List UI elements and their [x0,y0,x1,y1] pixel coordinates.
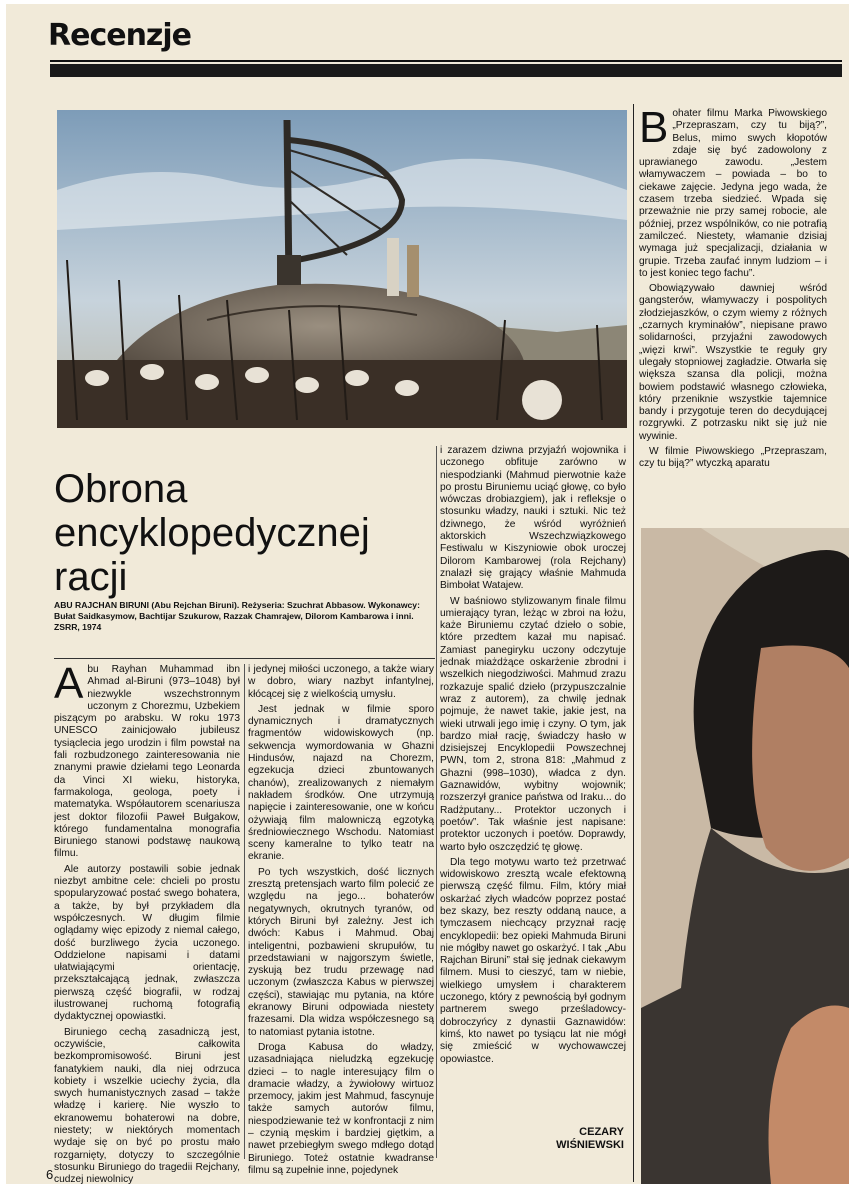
sidebar-paragraph [639,108,827,280]
article-paragraph: i jedynej miłości uczonego, a także wiary w dobro, wiary nazbyt infantylnej, kłócącej się z wielkością umysłu. [248,664,434,700]
column-rule-1 [244,664,245,1159]
film-credits: ABU RAJCHAN BIRUNI (Abu Rejchan Biruni). Reżyseria: Szuchrat Abbasow. Wykonawcy: Bułat Saidkasymow, Bachtijar Szukurow, Razzak Chamrajew, Dilorom Kambarowa i inni. ZSRR, 1974 [54,600,420,632]
sidebar-column [639,108,827,520]
article-column-3 [440,445,626,1085]
drop-cap: A [54,664,84,708]
article-title: Obrona encyklopedycznej racji [54,467,370,599]
article-column-2 [248,664,434,1184]
header-rule [50,60,842,62]
article-column-1 [54,664,240,1184]
portrait-photo [641,528,849,1184]
article-paragraph: Ale autorzy postawili sobie jednak niezbyt ambitne cele: chcieli po prostu spopularyzować postać swego bohatera, a także, by był przykładem dla współczesnych. W długim filmie oglądamy więc epizody z niemal całego, dość burzliwego życia uczonego. Oddzielone napisami i datami ułatwiającymi orientację, przekształcającą jednak, zwłaszcza pierwszą część biografii, w rodzaj ilustrowanej ruchomą fotografią dydaktycznej opowiastki. [54,863,240,1023]
column-rule-2 [436,446,437,1158]
article-paragraph [54,664,240,861]
drop-cap: B [639,108,669,152]
sidebar-paragraph: W filmie Piwowskiego „Przepraszam, czy tu biją?” wtyczką aparatu [639,446,827,470]
article-paragraph: Po tych wszystkich, dość licznych zresztą pretensjach warto film polecić ze względu na jego... bohaterów negatywnych, okrutnych tyranów, od których Biruni był zależny. Jest ich dwóch: Kabus i Mahmud. Obaj inteligentni, pozbawieni skrupułów, tu przedstawiani w najgorszym świetle, zyskują bez trudu przewagę nad uczonym (zwłaszcza Kabus w pierwszej części), stawiając mu pytania, na które ekranowy Biruni odpowiada niestety frazesami. Dla widza współczesnego są to natomiast pytania istotne. [248,866,434,1038]
article-paragraph: Biruniego cechą zasadniczą jest, oczywiście, całkowita bezkompromisowość. Biruni jest fanatykiem nauki, dla niej odrzuca kobiety i wszelkie uciechy życia, dla swych humanistycznych zasad – także władzę i karierę. Nie wyszło to ekranowemu bohaterowi na dobre, niestety; w niektórych momentach wydaje się on być po prostu mało rozgarnięty, dotyczy to szczególnie stosunku Biruniego do tragedii Rejchany, cudzej niewolnicy [54,1026,240,1184]
header-bar [50,64,842,77]
film-still-photo [57,110,627,428]
credits-rule [54,658,435,659]
article-paragraph: Jest jednak w filmie sporo dynamicznych i dramatycznych fragmentów widowiskowych (np. sekwencja wymordowania w Ghazni Hindusów, najazd na Chorezm, egzekucja dzieci zbuntowanych chanów), zrealizowanych z niemałym nakładem środków. One utrzymują napięcie i zainteresowanie, one w końcu ożywiają film malowniczą egzotyką średniowiecznego Wschodu. Natomiast sceny kameralne to tylko teatr na ekranie. [248,703,434,863]
column-divider [633,104,634,1182]
author-signature: CEZARY WIŚNIEWSKI [556,1126,624,1151]
sidebar-paragraph: Obowiązywało dawniej wśród gangsterów, włamywaczy i pospolitych złodziejaszków, o czym wiemy z różnych „czarnych kryminałów”, niepisane prawo solidarności, przyjaźni zawodowych „więzi krwi”. Wszystkie te reguły gry ulegały stopniowej zagładzie. Otwarła się większa szansa dla policji, można bowiem podstawić własnego człowieka, który przeniknie wszystkie tajemnice bandy i przygotuje teren do decydującej rozgrywki. Z potrzasku nikt się już nie wywinie. [639,283,827,442]
section-label: Recenzje [48,18,192,53]
film-still-illustration [57,110,627,428]
paragraph-text: ohater filmu Marka Piwowskiego „Przepraszam, czy tu biją?”, Belus, mimo swych kłopotów zdaje się być zadowolony z uprawianego zawodu. „Jestem włamywaczem – powiada – bo to ciekawe zajęcie. Jedyna jego wada, że czasem trzeba siedzieć. Wpada się przeważnie nie przy samej robocie, ale później, przez wspólników, co nie potrafią zamilczeć. Niestety, włamanie dzisiaj wymaga już specjalizacji, działania w grupie. Trzeba zaufać innym ludziom – i to jest koniec tego fachu”. [639,108,827,279]
article-paragraph: W baśniowo stylizowanym finale filmu umierający tyran, leżąc w zbroi na łożu, każe Biruniemu czytać dzieło o sobie, które przedtem kazał mu napisać. Zamiast panegiryku uczony odczytuje jednak miażdżące oskarżenie zbrodni i wszelkich niegodziwości. Mahmud zrazu rozkazuje spalić dzieło (przypuszczalnie wraz z autorem), za chwilę jednak pojmuje, że nawet takie, jakie jest, na wieki utrwali jego imię i czyny. O tym, jak bardzo miał rację, świadczy hasło w dzisiejszej Encyklopedii Powszechnej PWN, tom 2, strona 818: „Mahmud z Ghazni (998–1030), władca z dyn. Gaznawidów, wybitny wojownik; rozszerzył granice państwa od Iraku... do Radżputany... Protektor uczonych i poetów”. Tak właśnie jest napisane: protektor uczonych i poetów. Doprawdy, warto było oszczędzić tę głowę. [440,595,626,853]
article-paragraph: i zarazem dziwna przyjaźń wojownika i uczonego obfituje zarówno w niespodzianki (Mahmud pierwotnie każe po prostu Biruniemu uciąć głowę, co było wówczas drobiazgiem), jak i refleksje o stosunku władzy, nauki i sztuki. Nic też dziwnego, że wśród wyróżnień aktorskich Wszechzwiązkowego Festiwalu w Kiszyniowie obok uroczej Dilorom Kambarowej (rola Rejchany) znalazł się grający właśnie Mahmuda Bimbołat Watajew. [440,445,626,592]
article-paragraph: Droga Kabusa do władzy, uzasadniająca nieludzką egzekucję dzieci – to nagle interesujący film o dramacie władzy, a żywiołowy wirtuoz przemocy, jakim jest Mahmud, fascynuje także samych autorów filmu, niespodziewanie też w konfrontacji z nim – czynią męskim i bardziej giętkim, a nawet przebiegłym swego mdłego dotąd Biruniego. Toteż ostatnie kwadranse filmu są zupełnie inne, pojedynek [248,1041,434,1176]
magazine-page [6,4,849,1184]
paragraph-text: bu Rayhan Muhammad ibn Ahmad al-Biruni (973–1048) był niezwykle wszechstronnym uczonym z Chorezmu, Uzbekiem piszącym po arabsku. W roku 1973 UNESCO zainicjowało jubileusz tysiąclecia jego urodzin i film powstał na fali rozbudzonego zainteresowania nie znanymi prawie dziełami tego Leonarda da Vinci XI wieku, historyka, farmakologa, geologa, poety i matematyka. Współautorem scenariusza jest doktor filozofii Paweł Bułgakow, którego fundamentalna monografia Biruniego stanowi podstawę naukową filmu. [54,664,240,860]
article-paragraph: Dla tego motywu warto też przetrwać widowiskowo zresztą wcale efektowną pierwszą część filmu. Film, który miał oskarżać złych władców poprzez postać bez skazy, bez reszty oddaną nauce, a tymczasem niechcący przyznał rację encyklopedii: bez opieki Mahmuda Biruni nie mógłby nawet go oskarżyć. I tak „Abu Rajchan Biruni” stał się jednak ciekawym filmem. Musi to cieszyć, tam w niebie, wielkiego umysłem i charakterem uczonego, który z pewnością był godnym partnerem swego prześladowcy-dobroczyńcy z dynastii Gaznawidów: kimś, kto nawet po tysiącu lat nie mógł się zmieścić w wychowawczej opowiastce. [440,856,626,1065]
page-number: 6 [46,1167,54,1182]
portrait-illustration [641,528,849,1184]
